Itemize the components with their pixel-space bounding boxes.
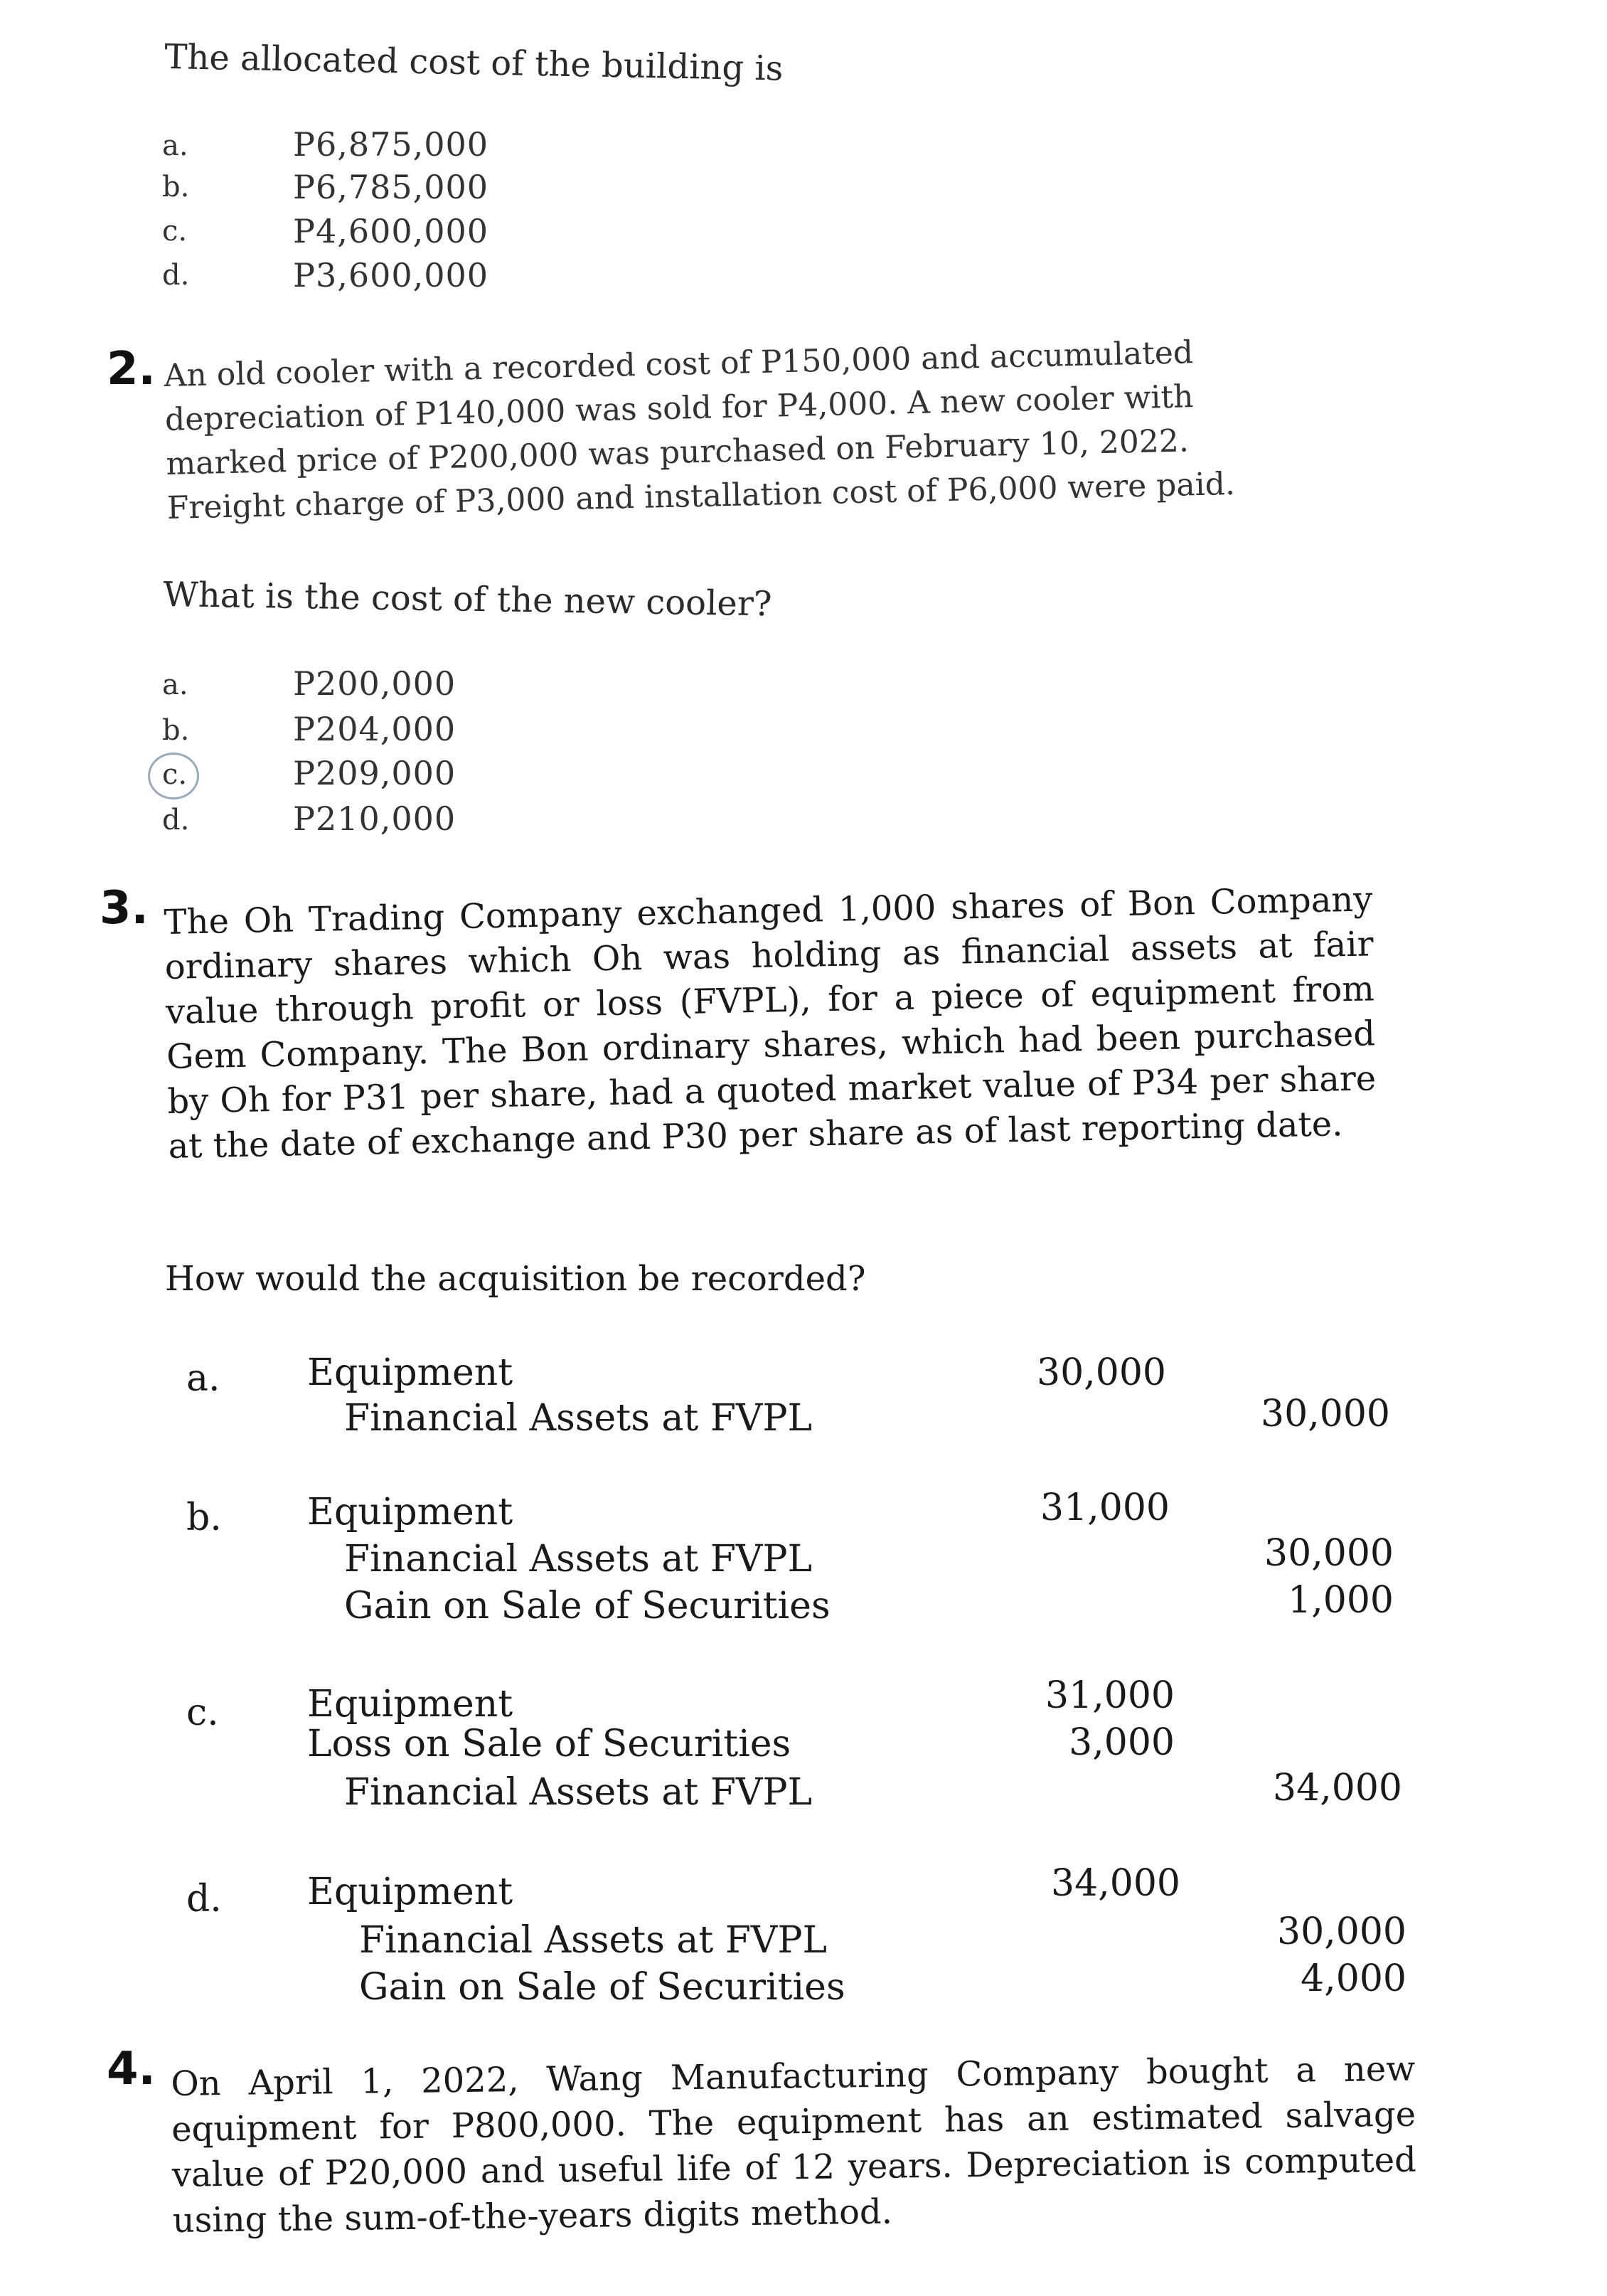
q2-option-b: P204,000	[293, 710, 457, 748]
q2-question: What is the cost of the new cooler?	[163, 575, 772, 625]
q1-option-c-letter: c.	[162, 215, 188, 248]
q1-option-a: P6,875,000	[293, 125, 489, 164]
q1-option-c: P4,600,000	[293, 212, 489, 250]
q3-b-account-1: Equipment	[307, 1491, 513, 1534]
q2-option-c-letter: c.	[162, 758, 188, 791]
q1-option-d: P3,600,000	[293, 256, 489, 294]
q2-body	[164, 326, 1376, 531]
q3-c-debit-2: 3,000	[1069, 1721, 1175, 1764]
q3-option-a-letter: a.	[186, 1357, 220, 1400]
q2-option-c: P209,000	[293, 754, 457, 792]
q1-option-a-letter: a.	[162, 129, 188, 162]
q2-line-3: marked price of P200,000 was purchased on February 10, 2022.	[165, 422, 1190, 482]
q3-d-account-1: Equipment	[307, 1871, 513, 1913]
q2-option-d-letter: d.	[162, 804, 190, 836]
q3-c-account-3: Financial Assets at FVPL	[344, 1771, 812, 1814]
q3-c-account-2: Loss on Sale of Securities	[307, 1723, 791, 1765]
q3-number: 3.	[100, 882, 149, 935]
q2-number: 2.	[107, 343, 156, 395]
q3-b-credit-3: 1,000	[1288, 1579, 1394, 1622]
q2-option-a: P200,000	[293, 664, 457, 703]
q3-c-credit-3: 34,000	[1273, 1767, 1402, 1809]
q4-number: 4.	[107, 2043, 156, 2095]
q3-d-credit-3: 4,000	[1301, 1957, 1406, 2000]
q3-b-account-2: Financial Assets at FVPL	[344, 1538, 812, 1580]
q3-a-account-1: Equipment	[307, 1351, 513, 1394]
q3-d-debit-1: 34,000	[1051, 1862, 1180, 1905]
q2-option-a-letter: a.	[162, 669, 188, 701]
q1-option-d-letter: d.	[162, 259, 190, 292]
q2-option-b-letter: b.	[162, 714, 190, 747]
q3-b-credit-2: 30,000	[1264, 1532, 1394, 1575]
q2-line-2: depreciation of P140,000 was sold for P4,000. A new cooler with	[164, 378, 1194, 438]
q3-a-debit-1: 30,000	[1037, 1351, 1166, 1394]
q2-line-1: An old cooler with a recorded cost of P150,000 and accumulated	[164, 334, 1194, 394]
q3-option-d-letter: d.	[186, 1878, 222, 1920]
q3-b-account-3: Gain on Sale of Securities	[344, 1585, 831, 1627]
q3-d-account-3: Gain on Sale of Securities	[359, 1966, 845, 2009]
q1-option-b: P6,785,000	[293, 168, 489, 206]
q3-b-debit-1: 31,000	[1040, 1487, 1170, 1529]
q3-d-account-2: Financial Assets at FVPL	[359, 1919, 827, 1962]
q3-question: How would the acquisition be recorded?	[165, 1259, 866, 1299]
q3-c-debit-1: 31,000	[1045, 1674, 1175, 1717]
q3-d-credit-2: 30,000	[1277, 1910, 1406, 1953]
q4-body: On April 1, 2022, Wang Manufacturing Company bought a new equipment for P800,000. The equipment has an estimated salvage value of P20,000 and useful life of 12 years. Depreciation is computed using the sum-of-the-years digits method.	[171, 2048, 1417, 2241]
q3-body: The Oh Trading Company exchanged 1,000 shares of Bon Company ordinary shares which Oh was holding as financial assets at fair value through profit or loss (FVPL), for a piece of equipment from Gem Company. The Bon ordinary shares, which had been purchased by Oh for P31 per share, had a quoted market value of P34 per share at the date of exchange and P30 per share as of last reporting date.	[164, 879, 1377, 1166]
q3-c-account-1: Equipment	[307, 1683, 513, 1726]
q1-option-b-letter: b.	[162, 171, 190, 203]
q2-line-4: Freight charge of P3,000 and installation cost of P6,000 were paid.	[166, 465, 1236, 526]
q3-a-account-2: Financial Assets at FVPL	[344, 1397, 812, 1440]
q3-a-credit-2: 30,000	[1261, 1393, 1390, 1435]
q1-stem: The allocated cost of the building is	[164, 37, 784, 89]
q3-option-c-letter: c.	[186, 1691, 219, 1734]
q2-option-d: P210,000	[293, 799, 457, 838]
q3-option-b-letter: b.	[186, 1497, 222, 1539]
